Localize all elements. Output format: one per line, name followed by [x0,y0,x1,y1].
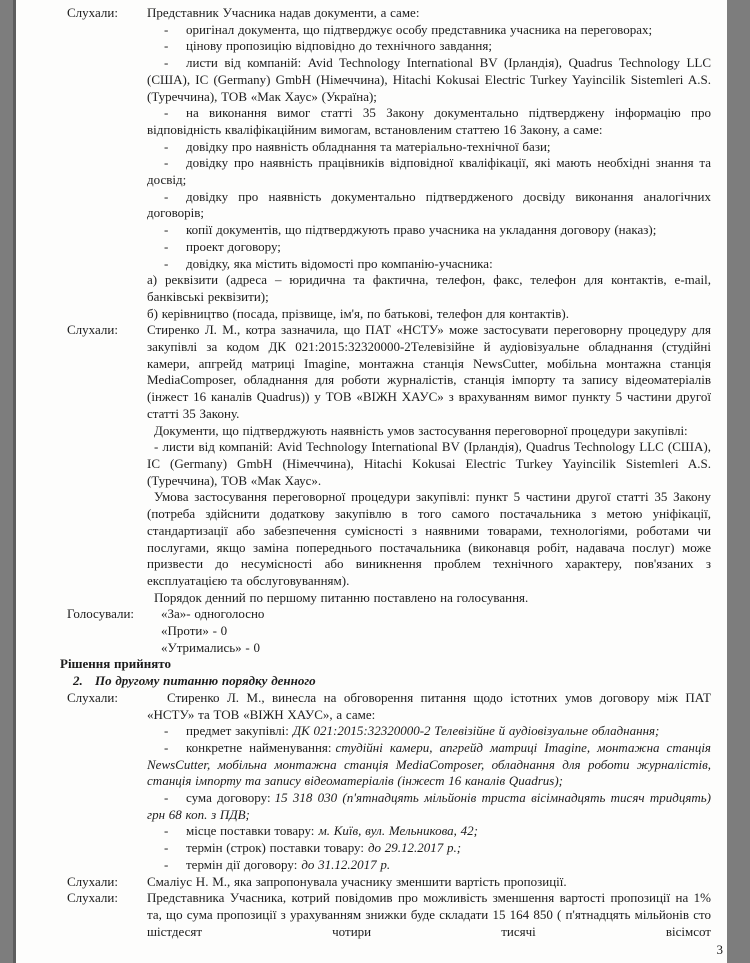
bullet-dash: - [164,38,169,54]
bullet-item [147,22,711,39]
bullet-dash: - [164,188,169,204]
vote-against: «Проти» - 0 [161,623,228,639]
heard-label: Слухали: [67,322,118,338]
bullet-item [147,256,711,273]
heard-block-4-content [147,874,711,891]
heard-block-2-content [147,322,711,606]
bullet-value: ДК 021:2015:32320000-2 Телевізійне й аудіовізуальне обладнання; [292,723,660,739]
bullet-lead: термін (строк) поставки товару: [186,840,364,856]
bullet-text: цінову пропозицію відповідно до технічного завдання; [186,38,492,54]
heard-label: Слухали: [67,689,118,705]
bullet-item [147,723,711,740]
paragraph: Представник Учасника надав документи, а саме: [147,5,420,20]
bullet-text: довідку про наявність документально підтвердженого досвіду виконання аналогічних договорів; [147,188,711,221]
document-body [16,5,727,940]
viewer-gutter-right [727,0,750,963]
bullet-text: довідку, яка містить відомості про компанію-учасника: [186,255,493,271]
bullet-item [147,239,711,256]
heard-block-4 [67,874,711,891]
bullet-dash: - [164,55,169,71]
agenda-item-title: По другому питанню порядку денного [95,673,316,689]
bullet-dash: - [164,739,169,755]
bullet-text: довідку про наявність працівників відповідної кваліфікації, які мають необхідні знання та досвід; [147,155,711,188]
bullet-dash: - [164,21,169,37]
bullet-dash: - [164,105,169,121]
voted-label: Голосували: [67,606,135,622]
heard-label: Слухали: [67,890,118,906]
heard-block-5-content [147,890,711,940]
bullet-dash: - [164,238,169,254]
bullet-dash: - [164,222,169,238]
bullet-item [147,740,711,790]
bullet-item [147,155,711,188]
bullet-lead: сума договору: [186,790,271,806]
paragraph: Порядок денний по першому питанню поставлено на голосування. [154,589,529,605]
bullet-item [147,823,711,840]
heard-block-1 [67,5,711,322]
bullet-dash: - [164,840,169,856]
bullet-item [147,38,711,55]
sub-item-a: а) реквізити (адреса – юридична та фактична, телефон, факс, телефон для контактів, e-mail, банківські реквізити); [147,272,711,304]
bullet-lead: предмет закупівлі: [186,723,289,739]
paragraph: Смаліус Н. М., яка запропонувала учаснику зменшити вартість пропозиції. [147,873,567,889]
bullet-value: м. Київ, вул. Мельникова, 42; [318,823,478,839]
paragraph: Представника Учасника, котрий повідомив про можливість зменшення вартості пропозиції на 1% та, що сума пропозиції з урахуванням знижки буде складати 15 164 850 ( п'ятнадцять мільйонів сто шістдесят чотири тисячі вісімсот [147,890,711,939]
vote-results [147,606,711,656]
bullet-dash: - [164,155,169,171]
page-number: 3 [716,942,723,957]
paragraph: - листи від компаній: Avid Technology International BV (Ірландія), Quadrus Technology LLC (США), IC (Germany) GmbH (Німеччина), Hitachi Kokusai Electric Turkey Yayincilik Sistemleri A.S. (Туреччина), ТОВ «Мак Хаус». [147,439,711,488]
sub-item-b: б) керівництво (посада, прізвище, ім'я, по батькові, телефон для контактів). [147,305,569,321]
viewer-gutter-left [0,0,13,963]
bullet-lead: конкретне найменування: [186,739,332,755]
bullet-text: оригінал документа, що підтверджує особу представника учасника на переговорах; [186,21,653,37]
bullet-text: копії документів, що підтверджують право учасника на укладання договору (наказ); [186,222,657,238]
bullet-item [147,55,711,105]
bullet-item [147,222,711,239]
bullet-dash: - [164,790,169,806]
paragraph: Документи, що підтверджують наявність умов застосування переговорної процедури закупівлі: [154,422,688,438]
paragraph: Умова застосування переговорної процедури закупівлі: пункт 5 частини другої статті 35 Закону (потреба здійснити додаткову закупівлю в того самого постачальника з метою уніфікації, стандартизації або забезпечення сумісності з наявними товарами, технологіями, роботами чи послугами, якщо заміна попереднього постачальника (виконавця робіт, надавача послуг) може призвести до несумісності або виникнення проблем технічного характеру, пов'язаних з експлуатацією та обслуговуванням). [147,489,711,588]
bullet-item [147,840,711,857]
heard-label: Слухали: [67,5,118,20]
paragraph: Стиренко Л. М., котра зазначила, що ПАТ «НСТУ» може застосувати переговорну процедуру для закупівлі за кодом ДК 021:2015:32320000-2Телевізійне й аудіовізуальне обладнання (студійні камери, апгрейд матриці Imagine, монтажна станція NewsCutter, мобільна монтажна станція MediaComposer, обладнання для роботи журналістів, станція імпорту та запису відеоматеріалів (інжест 16 каналів Quadrus)) у ТОВ «ВІЖН ХАУС» з врахуванням вимог пункту 5 частини другої статті 35 Закону. [147,322,711,421]
bullet-item [147,105,711,138]
bullet-text: на виконання вимог статті 35 Закону документально підтверджену інформацію про відповідність кваліфікаційним вимогам, встановленим статтею 16 Закону, а саме: [147,105,711,137]
heard-block-3-content [147,690,711,874]
paragraph: Стиренко Л. М., винесла на обговорення питання щодо істотних умов договору між ПАТ «НСТУ» та ТОВ «ВІЖН ХАУС», а саме: [147,689,711,722]
vote-for: «За»- одноголосно [161,606,265,622]
heard-block-2 [67,322,711,606]
bullet-dash: - [164,823,169,839]
agenda-item-number: 2. [73,673,83,689]
heard-block-5 [67,890,711,940]
bullet-dash: - [164,856,169,872]
bullet-item [147,189,711,222]
bullet-text: проект договору; [186,238,281,254]
bullet-dash: - [164,138,169,154]
bullet-value: до 31.12.2017 р. [301,856,391,872]
bullet-dash: - [164,255,169,271]
bullet-value: 15 318 030 (п'ятнадцять мільйонів триста вісімнадцять тисяч тридцять) грн 68 коп. з ПДВ; [147,790,711,822]
bullet-lead: місце поставки товару: [186,823,315,839]
bullet-lead: термін дії договору: [186,856,298,872]
bullet-text: листи від компаній: Avid Technology International BV (Ірландія), Quadrus Technology LLC (США), IC (Germany) GmbH (Німеччина), Hitachi Kokusai Electric Turkey Yayincilik Sistemleri A.S. (Туреччина), ТОВ «Мак Хаус» (Україна); [147,55,711,104]
bullet-item [147,790,711,823]
bullet-value: до 29.12.2017 р.; [367,840,462,856]
bullet-item [147,139,711,156]
heard-block-1-content [147,5,711,322]
decision-heading: Рішення прийнято [60,656,171,672]
bullet-text: довідку про наявність обладнання та матеріально-технічної бази; [186,138,551,154]
vote-abstained: «Утримались» - 0 [161,639,260,655]
vote-block [67,606,711,656]
bullet-value: студійні камери, апгрейд матриці Imagine, монтажна станція NewsCutter, мобільна монтажна станція MediaComposer, обладнання для роботи журналістів, станція імпорту та запису відеоматеріалів (інжест 16 каналів Quadrus); [147,739,711,789]
heard-block-3 [67,690,711,874]
bullet-dash: - [164,723,169,739]
bullet-item [147,857,711,874]
agenda-item-2-heading [73,673,711,690]
heard-label: Слухали: [67,873,118,889]
document-page [13,0,727,963]
